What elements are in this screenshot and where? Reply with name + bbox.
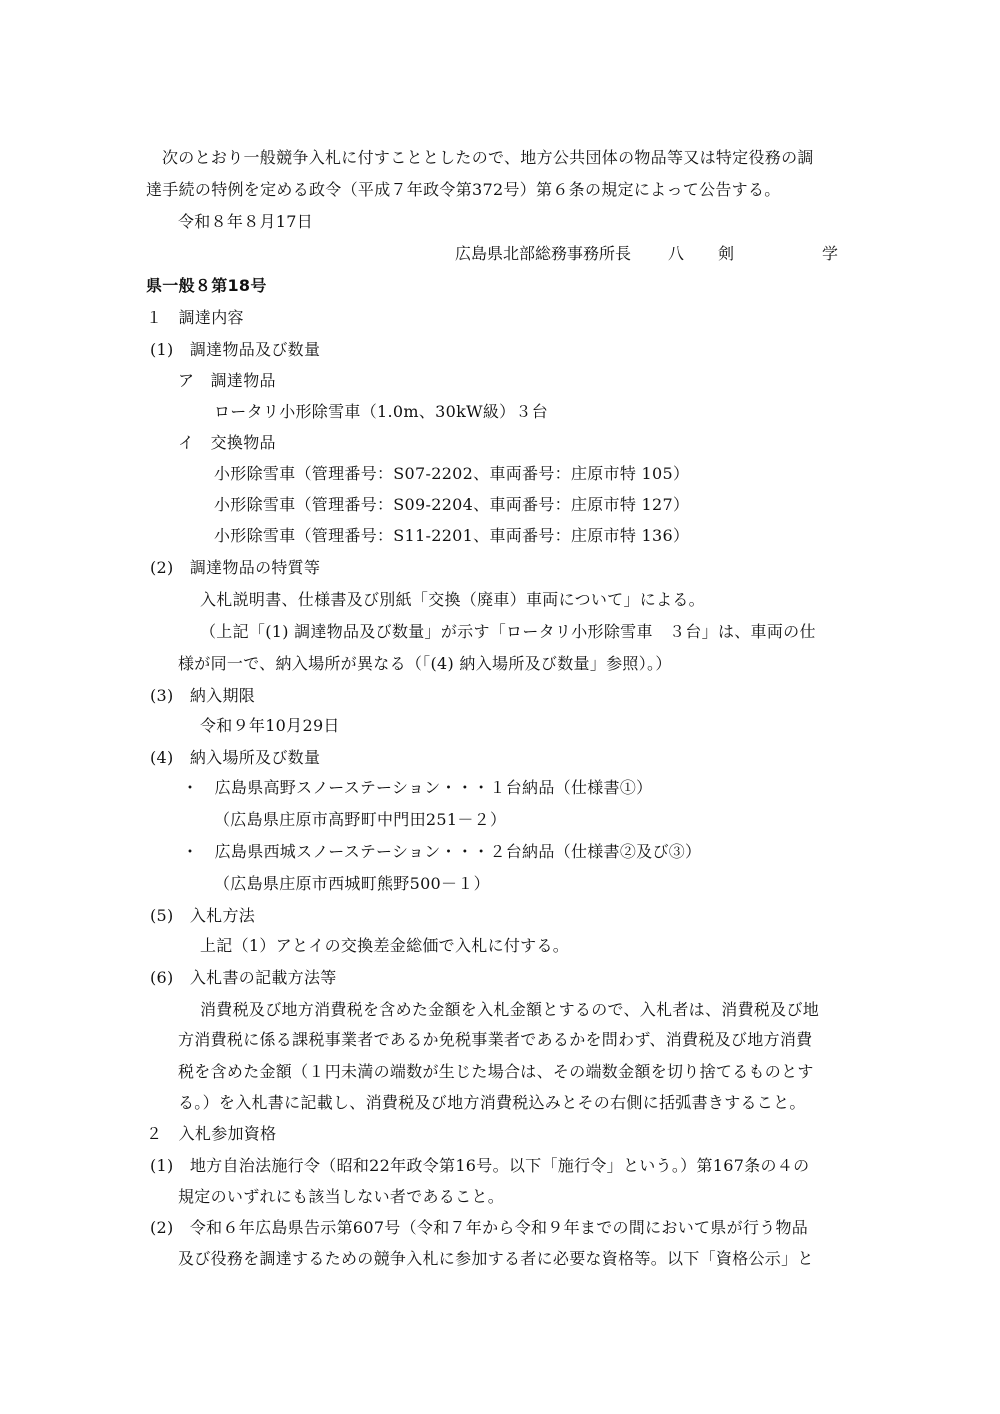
item-i-heading: イ 交換物品 (178, 433, 276, 452)
item-1-3-heading: (3) 納入期限 (150, 686, 256, 705)
item-1-4-heading: (4) 納入場所及び数量 (150, 748, 321, 767)
item-1-2-text: 入札説明書、仕様書及び別紙「交換（廃車）車両について」による。 (200, 590, 705, 609)
item-2-1-line-1: (1) 地方自治法施行令（昭和22年政令第16号。以下「施行令」という。）第167条の４の (150, 1156, 810, 1175)
item-1-5-text: 上記（1）アとイの交換差金総価で入札に付する。 (200, 936, 570, 955)
item-1-6-line: 方消費税に係る課税事業者であるか免税事業者であるかを問わず、消費税及び地方消費 (178, 1030, 813, 1049)
item-1-3-text: 令和９年10月29日 (200, 716, 340, 735)
intro-line-1: 次のとおり一般競争入札に付すこととしたので、地方公共団体の物品等又は特定役務の調 (162, 148, 814, 167)
item-1-6-line: 税を含めた金額（１円未満の端数が生じた場合は、その端数金額を切り捨てるものとす (178, 1062, 814, 1081)
item-2-1-line-2: 規定のいずれにも該当しない者であること。 (178, 1187, 505, 1206)
delivery-location-2: ・ 広島県西城スノーステーション・・・２台納品（仕様書②及び③） (182, 842, 702, 861)
item-1-2-note-1: （上記「(1) 調達物品及び数量」が示す「ロータリ小形除雪車 ３台」は、車両の仕 (200, 622, 816, 641)
item-1-6-line: 消費税及び地方消費税を含めた金額を入札金額とするので、入札者は、消費税及び地 (200, 1000, 820, 1019)
item-1-6-line: る。）を入札書に記載し、消費税及び地方消費税込みとその右側に括弧書きすること。 (178, 1093, 806, 1112)
notice-number: 県一般８第18号 (146, 276, 267, 295)
item-1-5-heading: (5) 入札方法 (150, 906, 256, 925)
exchange-item: 小形除雪車（管理番号：S09-2204、車両番号：庄原市特 127） (214, 495, 690, 514)
item-2-2-line-1: (2) 令和６年広島県告示第607号（令和７年から令和９年までの間において県が行う物品 (150, 1218, 809, 1237)
issuer-name-2: 剣 (718, 244, 735, 263)
exchange-item: 小形除雪車（管理番号：S07-2202、車両番号：庄原市特 105） (214, 464, 690, 483)
section-2-heading: ２ 入札参加資格 (146, 1124, 277, 1143)
issuer-name-3: 学 (822, 244, 839, 263)
item-1-6-heading: (6) 入札書の記載方法等 (150, 968, 337, 987)
exchange-item: 小形除雪車（管理番号：S11-2201、車両番号：庄原市特 136） (214, 526, 690, 545)
item-1-1-heading: (1) 調達物品及び数量 (150, 340, 321, 359)
delivery-location-1: ・ 広島県高野スノーステーション・・・１台納品（仕様書①） (182, 778, 653, 797)
delivery-address-1: （広島県庄原市高野町中門田251－２） (214, 810, 507, 829)
item-a-text: ロータリ小形除雪車（1.0m、30kW級）３台 (214, 402, 549, 421)
item-a-heading: ア 調達物品 (178, 371, 276, 390)
issuer-title: 広島県北部総務事務所長 (455, 244, 632, 263)
intro-line-2: 達手続の特例を定める政令（平成７年政令第372号）第６条の規定によって公告する。 (146, 180, 781, 199)
item-1-2-heading: (2) 調達物品の特質等 (150, 558, 321, 577)
section-1-heading: １ 調達内容 (146, 308, 244, 327)
delivery-address-2: （広島県庄原市西城町熊野500－１） (214, 874, 490, 893)
issuer-name-1: 八 (668, 244, 685, 263)
item-2-2-line-2: 及び役務を調達するための競争入札に参加する者に必要な資格等。以下「資格公示」と (178, 1249, 814, 1268)
notice-date: 令和８年８月17日 (178, 212, 314, 231)
item-1-2-note-2: 様が同一で、納入場所が異なる（「(4) 納入場所及び数量」参照）。） (178, 654, 672, 673)
